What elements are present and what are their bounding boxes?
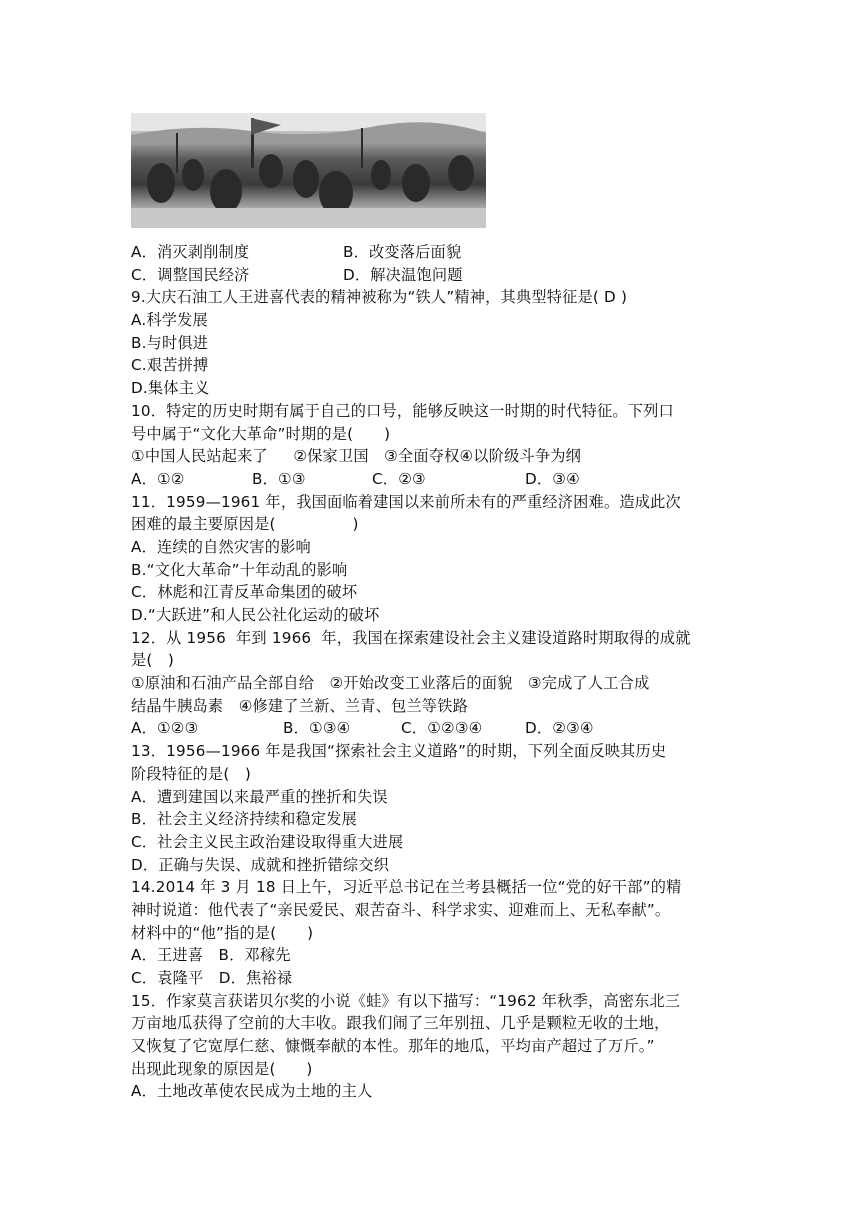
- q9-option-c: C.艰苦拼搏: [131, 356, 209, 375]
- q9-option-a: A.科学发展: [131, 311, 208, 330]
- exam-content: [131, 241, 731, 1103]
- q11-option-b: B.“文化大革命”十年动乱的影响: [131, 560, 348, 579]
- q14-stem-line-1: 14.2014 年 3 月 18 日上午，习近平总书记在兰考县概括一位“党的好干部”的精: [131, 878, 682, 897]
- q12-option-b: B．①③④: [283, 719, 351, 738]
- q12-items-line-1: ①原油和石油产品全部自给 ②开始改变工业落后的面貌 ③完成了人工合成: [131, 674, 650, 693]
- q10-option-a: A．①②: [131, 469, 185, 488]
- q15-stem-line-4: 出现此现象的原因是( ): [131, 1059, 313, 1078]
- q10-stem-line-2: 号中属于“文化大革命”时期的是( ): [131, 424, 391, 443]
- q10-items: ①中国人民站起来了 ②保家卫国 ③全面夺权④以阶级斗争为纲: [131, 447, 582, 466]
- q10-option-b: B．①③: [252, 469, 306, 488]
- q13-option-c: C．社会主义民主政治建设取得重大进展: [131, 832, 404, 851]
- q11-stem-line-1: 11．1959—1961 年，我国面临着建国以来前所未有的严重经济困难。造成此次: [131, 492, 681, 511]
- q14-stem-line-3: 材料中的“他”指的是( ): [131, 923, 314, 942]
- q10-option-d: D．③④: [525, 469, 580, 488]
- q14-options-cd: C．袁隆平 D．焦裕禄: [131, 969, 293, 987]
- q12-options: [131, 717, 731, 740]
- q11-option-c: C．林彪和江青反革命集团的破坏: [131, 583, 358, 602]
- q10-option-c: C．②③: [372, 469, 426, 488]
- q14-stem-line-2: 神时说道：他代表了“亲民爱民、艰苦奋斗、科学求实、迎难而上、无私奉献”。: [131, 900, 671, 919]
- q8-option-d: D．解决温饱问题: [343, 265, 463, 284]
- q15-stem-line-2: 万亩地瓜获得了空前的大丰收。跟我们闹了三年别扭、几乎是颗粒无收的土地，: [131, 1014, 670, 1033]
- q11-option-d: D.“大跃进”和人民公社化运动的破坏: [131, 606, 380, 624]
- q12-option-d: D．②③④: [525, 719, 594, 738]
- q8-options-row-1: [131, 241, 731, 264]
- q15-stem-line-1: 15．作家莫言获诺贝尔奖的小说《蛙》有以下描写：“1962 年秋季，高密东北三: [131, 991, 681, 1010]
- q12-stem-line-2: 是( ): [131, 651, 175, 670]
- q12-stem-line-1: 12．从 1956 年到 1966 年，我国在探索建设社会主义建设道路时期取得的成就: [131, 628, 691, 647]
- q8-option-b: B．改变落后面貌: [343, 243, 462, 261]
- q8-option-a: A．消灭剥削制度: [131, 243, 250, 261]
- historical-photo-furnaces: [131, 113, 486, 228]
- q9-stem: 9.大庆石油工人王进喜代表的精神被称为“铁人”精神，其典型特征是( D ): [131, 288, 628, 307]
- q10-stem-line-1: 10．特定的历史时期有属于自己的口号，能够反映这一时期的时代特征。下列口: [131, 401, 674, 420]
- q12-option-a: A．①②③: [131, 719, 199, 738]
- q8-option-c: C．调整国民经济: [131, 265, 250, 284]
- q14-options-ab: A．王进喜 B．邓稼先: [131, 946, 291, 965]
- q10-options: [131, 468, 731, 491]
- q9-option-d: D.集体主义: [131, 379, 210, 398]
- q13-option-b: B．社会主义经济持续和稳定发展: [131, 810, 358, 829]
- q11-stem-line-2: 困难的最主要原因是( ): [131, 515, 359, 534]
- q15-option-a: A．土地改革使农民成为土地的主人: [131, 1082, 373, 1101]
- q11-option-a: A．连续的自然灾害的影响: [131, 537, 311, 556]
- q12-items-line-2: 结晶牛胰岛素 ④修建了兰新、兰青、包兰等铁路: [131, 696, 468, 715]
- q13-option-d: D．正确与失误、成就和挫折错综交织: [131, 855, 390, 874]
- q13-stem-line-1: 13．1956—1966 年是我国“探索社会主义道路”的时期，下列全面反映其历史: [131, 742, 667, 761]
- q13-option-a: A．遭到建国以来最严重的挫折和失误: [131, 787, 388, 806]
- q13-stem-line-2: 阶段特征的是( ): [131, 764, 251, 783]
- q15-stem-line-3: 又恢复了它宽厚仁慈、慷慨奉献的本性。那年的地瓜，平均亩产超过了万斤。”: [131, 1037, 655, 1056]
- q9-option-b: B.与时俱进: [131, 333, 209, 352]
- q8-options-row-2: [131, 264, 731, 287]
- q12-option-c: C．①②③④: [401, 719, 483, 738]
